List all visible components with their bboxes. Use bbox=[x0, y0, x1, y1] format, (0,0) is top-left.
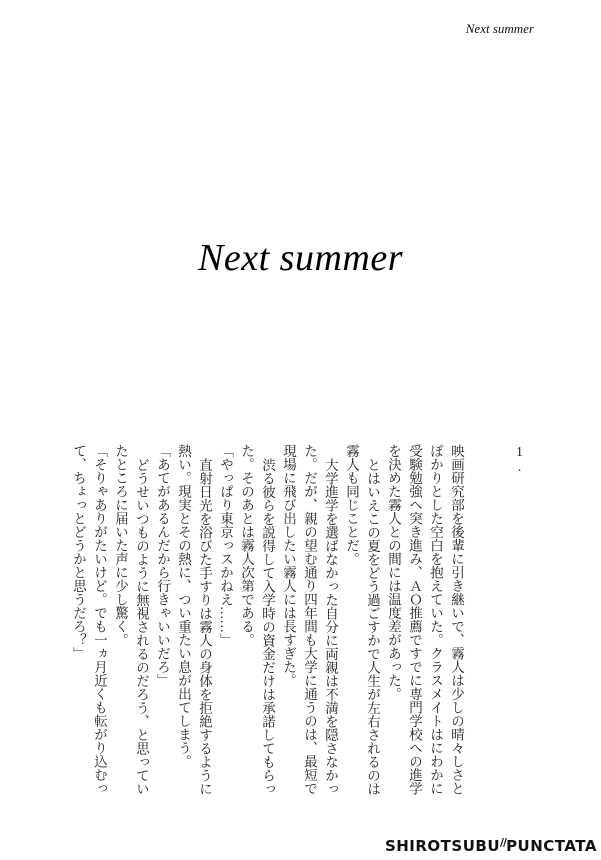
paragraph: 「そりゃありがたいけど。でも一ヵ月近くも転がり込むって、ちょっとどうかと思うだろ？」 bbox=[71, 444, 107, 795]
paragraph: 「あてがあるんだから行きゃいいだろ」 bbox=[155, 444, 170, 687]
running-header: Next summer bbox=[465, 21, 534, 36]
paragraph: 直射日光を浴びた手すりは霧人の身体を拒絶するように熱い。現実とその熱に、つい重たい息が出てしまう。 bbox=[176, 444, 212, 795]
paragraph: どうせいつものように無視されるのだろう、と思っていたところに届いた声に少し驚く。 bbox=[113, 444, 149, 795]
credit-part2: PUNCTATA bbox=[506, 837, 597, 855]
credit-part1: SHIROTSUBU bbox=[384, 837, 501, 855]
credit-separator-icon: // bbox=[500, 836, 507, 849]
paragraph: 大学進学を選ばなかった自分に両親は不満を隠さなかった。だが、親の望む通り四年間も大学に通うのは、最短で現場に飛び出したい霧人には長すぎた。 bbox=[281, 444, 338, 795]
page-title: Next summer bbox=[198, 237, 403, 279]
section-number: 1. bbox=[512, 444, 527, 474]
paragraph: 渋る彼らを説得して入学時の資金だけは承諾してもらった。そのあとは霧人次第である。 bbox=[239, 444, 275, 795]
paragraph: とはいえこの夏をどう過ごすかで人生が左右されるのは霧人も同じことだ。 bbox=[344, 444, 380, 795]
paragraph: 映画研究部を後輩に引き継いで、霧人は少しの晴々しさとぽかりとした空白を抱えていた。クラスメイトはにわかに受験勉強へ突き進み、ＡＯ推薦ですでに専門学校への進学を決めた霧人との間には温度差があった。 bbox=[386, 444, 464, 795]
paragraph: 「やっぱり東京っスかねえ……」 bbox=[218, 444, 233, 647]
credit-line bbox=[385, 836, 597, 855]
vertical-text-block bbox=[68, 444, 530, 796]
